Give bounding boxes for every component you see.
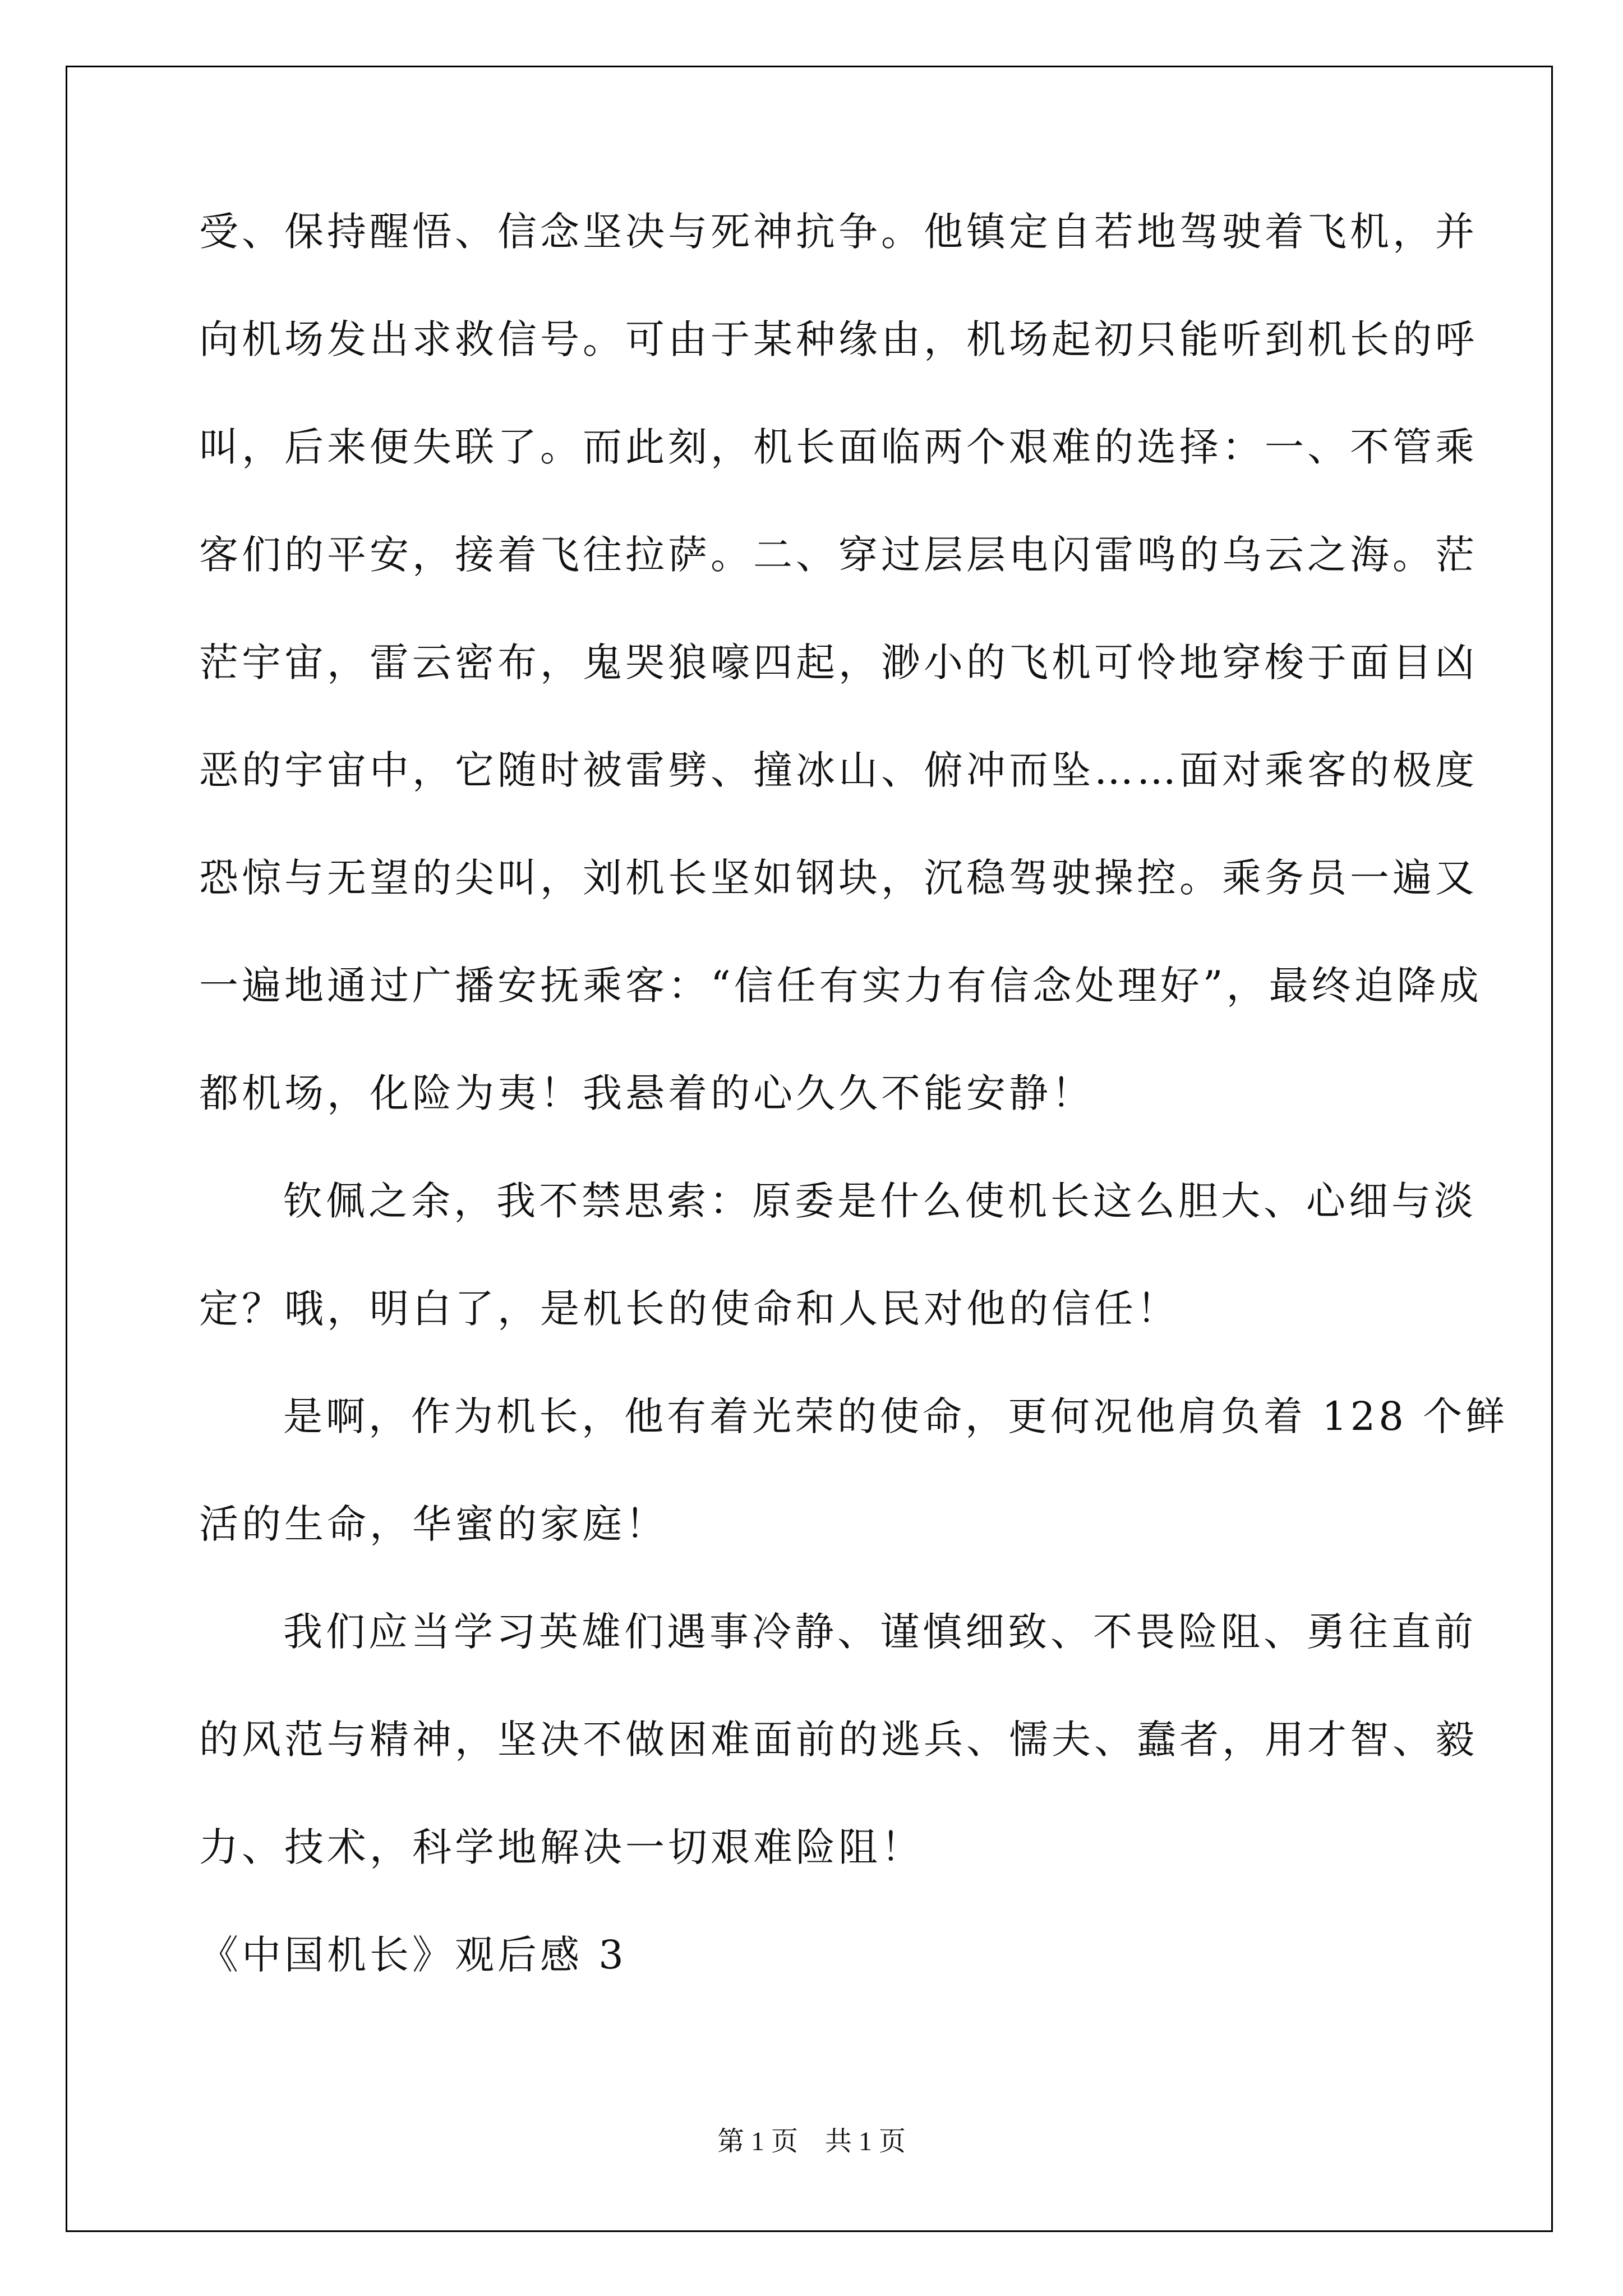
text-line: 向机场发出求救信号。可由于某种缘由，机场起初只能听到机长的呼 (199, 316, 1478, 362)
text-line: 恶的宇宙中，它随时被雷劈、撞冰山、俯冲而坠……面对乘客的极度 (199, 747, 1478, 793)
text-line: 恐惊与无望的尖叫，刘机长坚如钢块，沉稳驾驶操控。乘务员一遍又 (199, 855, 1478, 901)
paragraph-first-line: 我们应当学习英雄们遇事冷静、谨慎细致、不畏险阻、勇往直前 (283, 1609, 1477, 1655)
text-line: 茫宇宙，雷云密布，鬼哭狼嚎四起，渺小的飞机可怜地穿梭于面目凶 (199, 639, 1478, 685)
paragraph-first-line: 是啊，作为机长，他有着光荣的使命，更何况他肩负着 128 个鲜 (283, 1393, 1509, 1439)
text-line: 叫，后来便失联了。而此刻，机长面临两个艰难的选择：一、不管乘 (199, 424, 1478, 470)
text-line: 定？哦，明白了，是机长的使命和人民对他的信任！ (199, 1286, 1179, 1332)
text-line: 受、保持醒悟、信念坚决与死神抗争。他镇定自若地驾驶着飞机，并 (199, 209, 1478, 255)
section-heading: 《中国机长》观后感 3 (199, 1932, 627, 1978)
text-line: 都机场，化险为夷！我悬着的心久久不能安静！ (199, 1070, 1094, 1116)
document-body (199, 205, 1509, 2036)
page-number-footer: 第 1 页 共 1 页 (717, 2127, 906, 2156)
text-line: 力、技术，科学地解决一切艰难险阻！ (199, 1824, 924, 1870)
text-line: 一遍地通过广播安抚乘客：“信任有实力有信念处理好”，最终迫降成 (199, 963, 1482, 1009)
text-line: 的风范与精神，坚决不做困难面前的逃兵、懦夫、蠢者，用才智、毅 (199, 1717, 1478, 1763)
text-line: 活的生命，华蜜的家庭！ (199, 1501, 668, 1547)
paragraph-first-line: 钦佩之余，我不禁思索：原委是什么使机长这么胆大、心细与淡 (283, 1178, 1477, 1224)
text-line: 客们的平安，接着飞往拉萨。二、穿过层层电闪雷鸣的乌云之海。茫 (199, 532, 1478, 578)
